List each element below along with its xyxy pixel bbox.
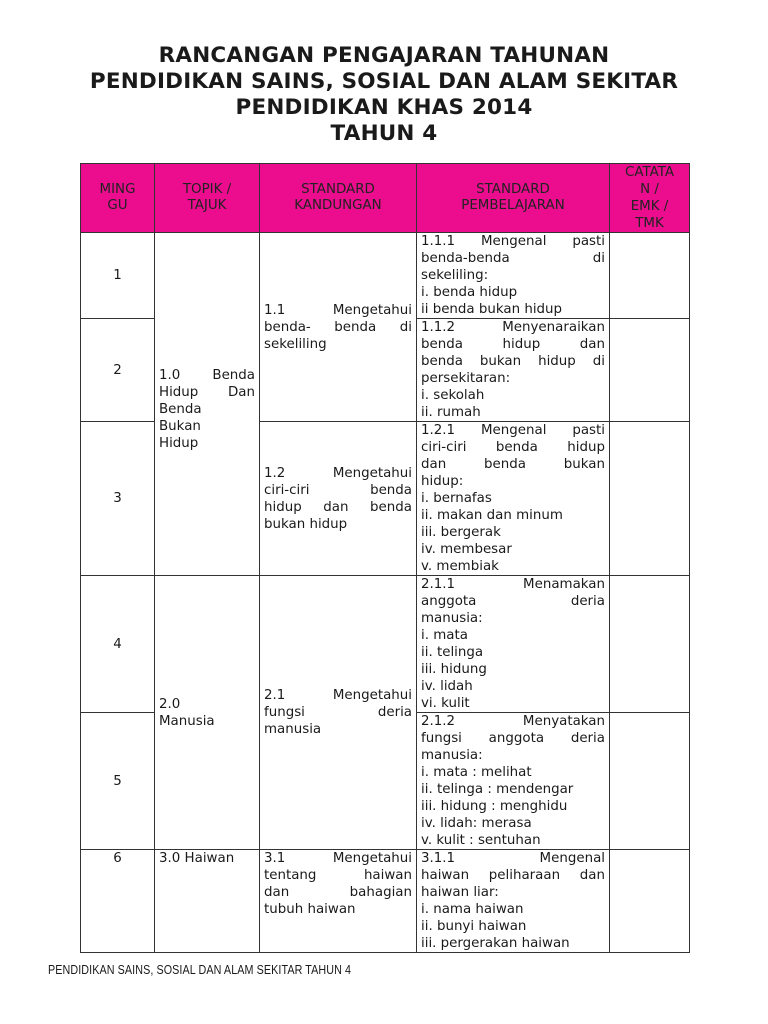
- learning-standard-cell: 2.1.2 Menyatakan fungsi anggota deria manusia: i. mata : melihat ii. telinga : mendengar iii. hidung : menghidu iv. lidah: merasa v. kulit : sentuhan: [417, 713, 610, 850]
- title-line-3: PENDIDIKAN KHAS 2014: [235, 95, 533, 120]
- notes-cell: [610, 422, 690, 576]
- title-line-4: TAHUN 4: [330, 121, 438, 146]
- table-header-row: [81, 164, 690, 233]
- learning-standard-cell: 3.1.1 Mengenal haiwan peliharaan dan haiwan liar: i. nama haiwan ii. bunyi haiwan iii. pergerakan haiwan: [417, 850, 610, 953]
- title-line-1: RANCANGAN PENGAJARAN TAHUNAN: [158, 43, 610, 68]
- content-standard-cell: 2.1 Mengetahui fungsi deria manusia: [260, 576, 417, 850]
- notes-cell: [610, 233, 690, 319]
- notes-cell: [610, 850, 690, 953]
- topic-cell: 2.0 Manusia: [155, 576, 260, 850]
- content-standard-cell: 3.1 Mengetahui tentang haiwan dan bahagian tubuh haiwan: [260, 850, 417, 953]
- header-standard-pembelajaran: STANDARD PEMBELAJARAN: [417, 164, 610, 233]
- document-title: [0, 43, 768, 147]
- notes-cell: [610, 319, 690, 422]
- topic-cell: 3.0 Haiwan: [155, 850, 260, 953]
- topic-cell: 1.0 Benda Hidup Dan Benda Bukan Hidup: [155, 233, 260, 576]
- week-number: 5: [81, 713, 155, 850]
- content-standard-cell: 1.1 Mengetahui benda- benda di sekeliling: [260, 233, 417, 422]
- page-footer: PENDIDIKAN SAINS, SOSIAL DAN ALAM SEKITAR TAHUN 4: [48, 963, 352, 977]
- learning-standard-cell: 2.1.1 Menamakan anggota deria manusia: i. mata ii. telinga iii. hidung iv. lidah vi. kulit: [417, 576, 610, 713]
- header-standard-kandungan: STANDARD KANDUNGAN: [260, 164, 417, 233]
- week-number: 2: [81, 319, 155, 422]
- header-topik: TOPIK / TAJUK: [155, 164, 260, 233]
- header-minggu: MING GU: [81, 164, 155, 233]
- table-row: [81, 850, 690, 953]
- week-number: 6: [81, 850, 155, 953]
- learning-standard-cell: 1.1.1 Mengenal pasti benda-benda di sekeliling: i. benda hidup ii benda bukan hidup: [417, 233, 610, 319]
- content-standard-cell: 1.2 Mengetahui ciri-ciri benda hidup dan benda bukan hidup: [260, 422, 417, 576]
- lesson-plan-table: [80, 163, 690, 953]
- table-row: [81, 233, 690, 319]
- header-catatan: CATATA N / EMK / TMK: [610, 164, 690, 233]
- table-row: [81, 576, 690, 713]
- week-number: 3: [81, 422, 155, 576]
- notes-cell: [610, 576, 690, 713]
- week-number: 4: [81, 576, 155, 713]
- week-number: 1: [81, 233, 155, 319]
- title-line-2: PENDIDIKAN SAINS, SOSIAL DAN ALAM SEKITAR: [89, 69, 679, 94]
- learning-standard-cell: 1.1.2 Menyenaraikan benda hidup dan benda bukan hidup di persekitaran: i. sekolah ii. rumah: [417, 319, 610, 422]
- learning-standard-cell: 1.2.1 Mengenal pasti ciri-ciri benda hidup dan benda bukan hidup: i. bernafas ii. makan dan minum iii. bergerak iv. membesar v. membiak: [417, 422, 610, 576]
- notes-cell: [610, 713, 690, 850]
